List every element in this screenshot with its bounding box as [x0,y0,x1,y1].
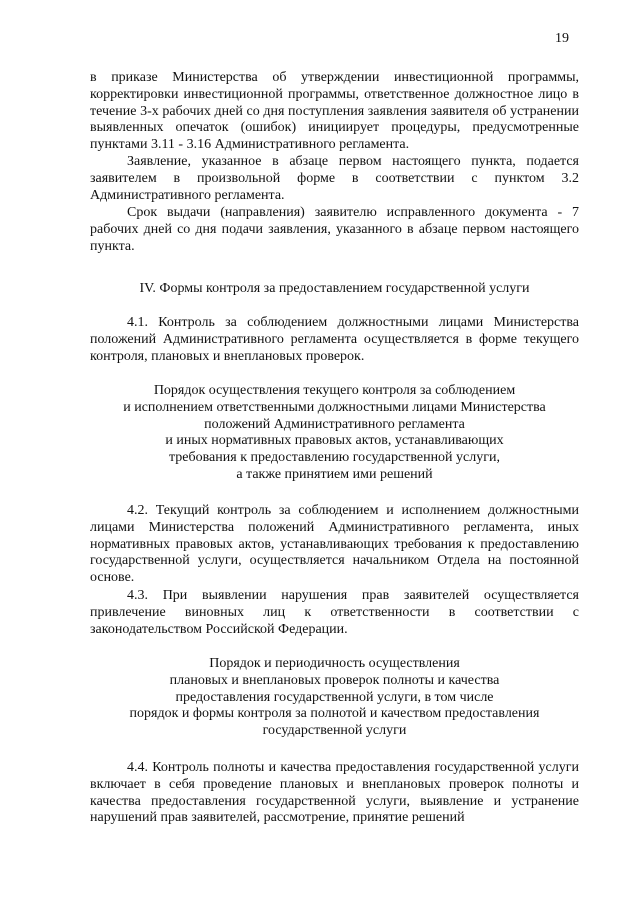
page-number: 19 [555,31,569,46]
paragraph-correction-procedure: в приказе Министерства об утверждении инвестиционной программы, корректировки инвестиционной программы, ответственное должностное лицо в течение 3-х рабочих дней со дня поступления заявления заявителя об устранении выявленных опечаток (ошибок) инициирует процедуры, предусмотренные пунктами 3.11 - 3.16 Административного регламента. [90,70,579,153]
subheading-line: предоставления государственной услуги, в том числе [175,689,494,705]
paragraph-4-2: 4.2. Текущий контроль за соблюдением и исполнением должностными лицами Министерства положений Административного регламента, иных нормативных правовых актов, устанавливающих требования к предоставлению государственной услуги, осуществляется начальником Отдела на постоянной основе. [90,503,579,586]
subheading-line: а также принятием ими решений [236,466,433,482]
section-heading-iv: IV. Формы контроля за предоставлением государственной услуги [139,281,530,296]
subheading-current-control [90,383,579,484]
subheading-line: плановых и внеплановых проверок полноты и качества [169,672,500,688]
paragraph-4-4: 4.4. Контроль полноты и качества предоставления государственной услуги включает в себя проведение плановых и внеплановых проверок полноты и качества предоставления государственной услуги, выявление и устранение нарушений прав заявителей, рассмотрение, принятие решений [90,760,579,826]
paragraph-issue-deadline: Срок выдачи (направления) заявителю исправленного документа - 7 рабочих дней со дня подачи заявления, указанного в абзаце первом настоящего пункта. [90,205,579,254]
subheading-line: Порядок и периодичность осуществления [209,656,460,671]
paragraph-4-3: 4.3. При выявлении нарушения прав заявителей осуществляется привлечение виновных лиц к ответственности в соответствии с законодательством Российской Федерации. [90,588,579,637]
paragraph-application-form: Заявление, указанное в абзаце первом настоящего пункта, подается заявителем в произвольной форме в соответствии с пунктом 3.2 Административного регламента. [90,154,579,203]
subheading-line: порядок и формы контроля за полнотой и качеством предоставления [129,706,540,722]
subheading-line: и исполнением ответственными должностными лицами Министерства [123,399,546,415]
subheading-line: государственной услуги [262,723,407,739]
paragraph-4-1: 4.1. Контроль за соблюдением должностными лицами Министерства положений Административного регламента осуществляется в форме текущего контроля, плановых и внеплановых проверок. [90,315,579,364]
subheading-line: положений Административного регламента [204,416,465,432]
subheading-line: требования к предоставлению государственной услуги, [169,450,500,466]
subheading-line: Порядок осуществления текущего контроля за соблюдением [153,383,516,398]
subheading-line: и иных нормативных правовых актов, устанавливающих [165,433,504,449]
subheading-inspections [90,656,579,740]
